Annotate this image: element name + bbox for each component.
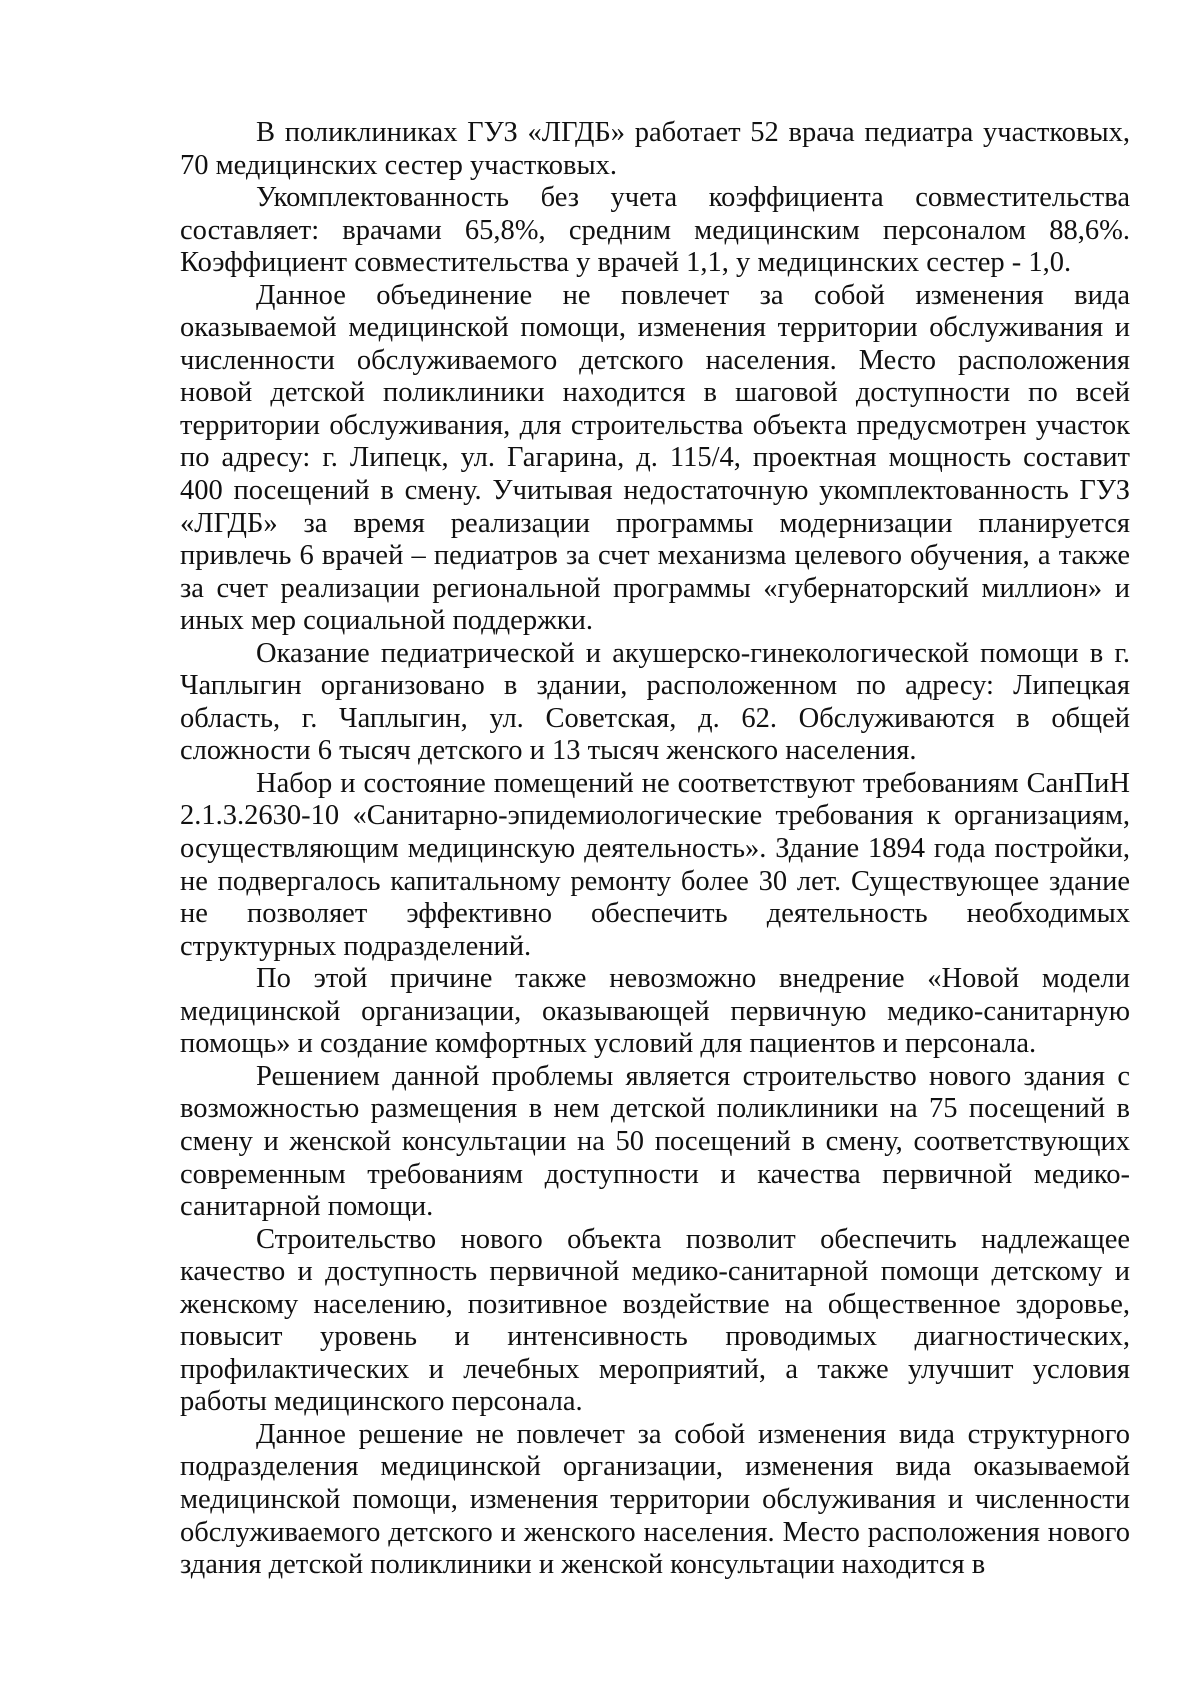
paragraph-decision-impact: Данное решение не повлечет за собой изменения вида структурного подразделения медицинской организации, изменения вида оказываемой медицинской помощи, изменения территории обслуживания и численности обслуживаемого детского и женского населения. Место расположения нового здания детской поликлиники и женской консультации находится в xyxy=(180,1418,1130,1581)
paragraph-solution: Решением данной проблемы является строительство нового здания с возможностью размещения в нем детской поликлиники на 75 посещений в смену и женской консультации на 50 посещений в смену, соответствующих современным требованиям доступности и качества первичной медико-санитарной помощи. xyxy=(180,1060,1130,1223)
paragraph-merger-lipetsk: Данное объединение не повлечет за собой изменения вида оказываемой медицинской помощи, изменения территории обслуживания и численности обслуживаемого детского населения. Место расположения новой детской поликлиники находится в шаговой доступности по всей территории обслуживания, для строительства объекта предусмотрен участок по адресу: г. Липецк, ул. Гагарина, д. 115/4, проектная мощность составит 400 посещений в смену. Учитывая недостаточную укомплектованность ГУЗ «ЛГДБ» за время реализации программы модернизации планируется привлечь 6 врачей – педиатров за счет механизма целевого обучения, а также за счет реализации региональной программы «губернаторский миллион» и иных мер социальной поддержки. xyxy=(180,279,1130,637)
paragraph-staffing-level: Укомплектованность без учета коэффициента совместительства составляет: врачами 65,8%, средним медицинским персоналом 88,6%. Коэффициент совместительства у врачей 1,1, у медицинских сестер - 1,0. xyxy=(180,182,1130,279)
paragraph-chaplygin-care: Оказание педиатрической и акушерско-гинекологической помощи в г. Чаплыгин организовано в здании, расположенном по адресу: Липецкая область, г. Чаплыгин, ул. Советская, д. 62. Обслуживаются в общей сложности 6 тысяч детского и 13 тысяч женского населения. xyxy=(180,637,1130,767)
paragraph-construction-benefits: Строительство нового объекта позволит обеспечить надлежащее качество и доступность первичной медико-санитарной помощи детскому и женскому населению, позитивное воздействие на общественное здоровье, повысит уровень и интенсивность проводимых диагностических, профилактических и лечебных мероприятий, а также улучшит условия работы медицинского персонала. xyxy=(180,1223,1130,1418)
paragraph-new-model: По этой причине также невозможно внедрение «Новой модели медицинской организации, оказывающей первичную медико-санитарную помощь» и создание комфортных условий для пациентов и персонала. xyxy=(180,963,1130,1060)
document-body xyxy=(180,117,1130,1582)
paragraph-building-condition: Набор и состояние помещений не соответствуют требованиям СанПиН 2.1.3.2630-10 «Санитарно-эпидемиологические требования к организациям, осуществляющим медицинскую деятельность». Здание 1894 года постройки, не подвергалось капитальному ремонту более 30 лет. Существующее здание не позволяет эффективно обеспечить деятельность необходимых структурных подразделений. xyxy=(180,767,1130,962)
paragraph-staffing-count: В поликлиниках ГУЗ «ЛГДБ» работает 52 врача педиатра участковых, 70 медицинских сестер участковых. xyxy=(180,117,1130,181)
